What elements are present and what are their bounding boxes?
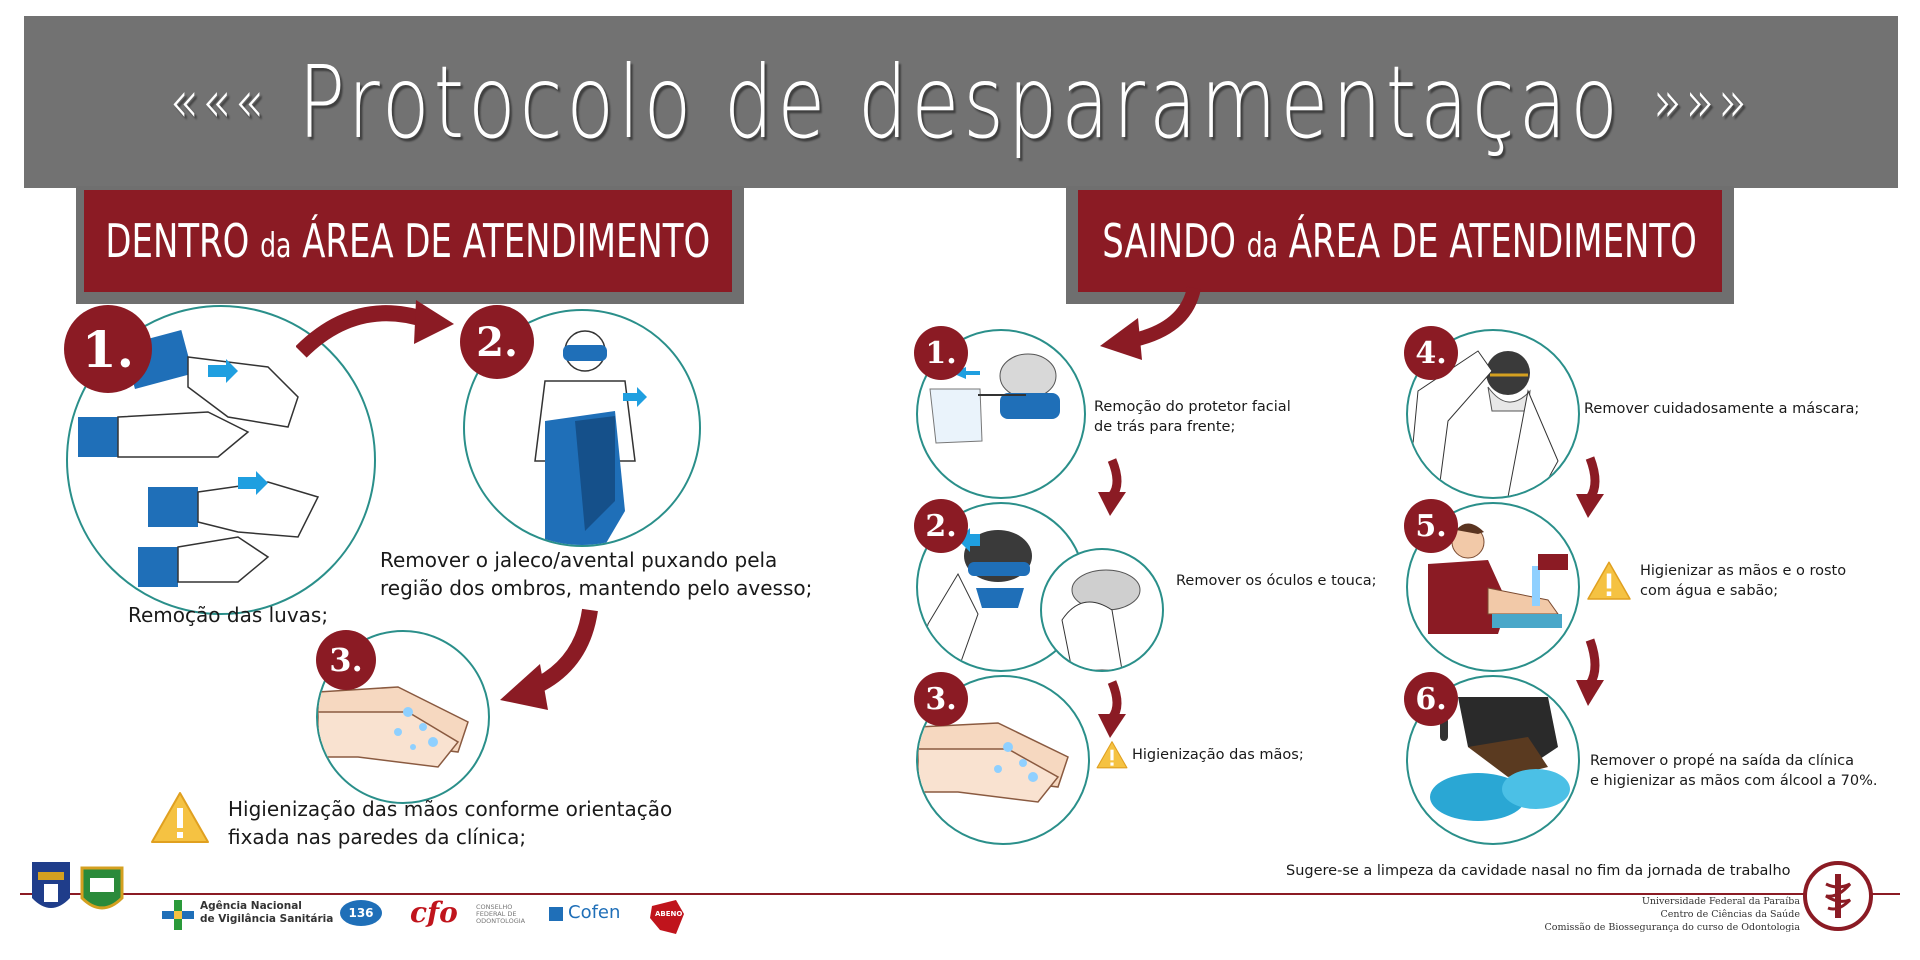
curved-arrow-icon <box>296 292 456 362</box>
anvisa-line2: de Vigilância Sanitária <box>200 913 334 926</box>
rstep3-text: Higienização das mãos; <box>1132 747 1304 763</box>
rstep6-text-line2: e higienizar as mãos com álcool a 70%. <box>1590 773 1878 789</box>
left-section-title-1: DENTRO <box>105 214 261 268</box>
disque-saude-logo: 136 <box>340 900 382 926</box>
rstep1-text-line1: Remoção do protetor facial <box>1094 399 1291 415</box>
step2-text-line1: Remover o jaleco/avental puxando pela <box>380 548 778 572</box>
rstep4-text: Remover cuidadosamente a máscara; <box>1584 401 1860 417</box>
warning-icon <box>1586 560 1632 602</box>
warning-icon <box>150 790 212 846</box>
rstep1-text-line2: de trás para frente; <box>1094 419 1236 435</box>
rstep5-text-line2: com água e sabão; <box>1640 583 1779 599</box>
step1-number-badge: 1. <box>64 305 152 393</box>
rstep5-number-badge: 5. <box>1404 499 1458 553</box>
cofen-logo: Cofen <box>568 902 621 923</box>
step3-text-line1: Higienização das mãos conforme orientação <box>228 797 673 821</box>
right-section-title-3: ÁREA DE ATENDIMENTO <box>1278 214 1698 268</box>
left-section-title-3: ÁREA DE ATENDIMENTO <box>291 214 711 268</box>
institution-text <box>1420 896 1800 934</box>
left-section-title-2: da <box>260 226 292 266</box>
institution-line3: Comissão de Biossegurança do curso de Odontologia <box>1544 921 1800 933</box>
rstep2-text: Remover os óculos e touca; <box>1176 573 1377 589</box>
curved-arrow-icon <box>1570 638 1610 710</box>
ccs-logo <box>78 862 126 918</box>
warning-icon <box>1096 740 1128 770</box>
rstep5-text-line1: Higienizar as mãos e o rosto <box>1640 563 1847 579</box>
step1-text: Remoção das luvas; <box>128 603 329 627</box>
right-section-header <box>1078 190 1722 292</box>
rstep3-number-badge: 3. <box>914 672 968 726</box>
rstep2-cap-circle <box>1040 548 1164 672</box>
cofen-logo-icon <box>548 906 564 922</box>
cfo-subtitle: CONSELHO FEDERAL DE ODONTOLOGIA <box>476 903 526 926</box>
curved-arrow-icon <box>1092 458 1132 518</box>
page-title: Protocolo de desparamentaçao <box>298 43 1622 161</box>
anvisa-logo-icon <box>160 898 196 932</box>
right-section-title-1: SAINDO <box>1102 214 1248 268</box>
step3-number-badge: 3. <box>316 630 376 690</box>
step2-number-badge: 2. <box>460 305 534 379</box>
abeno-logo: ABENO <box>655 910 683 918</box>
ufpb-logo <box>28 858 74 920</box>
footer-divider <box>20 893 1900 895</box>
institution-line2: Centro de Ciências da Saúde <box>1660 908 1800 920</box>
rstep2-number-badge: 2. <box>914 499 968 553</box>
curved-arrow-icon <box>1570 456 1610 522</box>
right-section-title-2: da <box>1247 226 1279 266</box>
right-chevrons: »»» <box>1653 67 1751 137</box>
left-section-header <box>84 190 732 292</box>
anvisa-line1: Agência Nacional <box>200 900 302 912</box>
page-title-row <box>169 16 1751 188</box>
rstep6-number-badge: 6. <box>1404 672 1458 726</box>
cap-illustration <box>1042 550 1162 670</box>
left-chevrons: ««« <box>169 67 267 137</box>
cfo-logo: cfo <box>410 896 458 929</box>
rstep1-number-badge: 1. <box>914 326 968 380</box>
nasal-cleaning-note: Sugere-se a limpeza da cavidade nasal no fim da jornada de trabalho <box>1286 863 1791 879</box>
curved-arrow-icon <box>496 606 600 716</box>
curved-arrow-icon <box>1094 284 1204 364</box>
step2-text-line2: região dos ombros, mantendo pelo avesso; <box>380 576 813 600</box>
institution-line1: Universidade Federal da Paraíba <box>1641 896 1800 907</box>
curved-arrow-icon <box>1092 680 1132 740</box>
rstep6-text-line1: Remover o propé na saída da clínica <box>1590 753 1855 769</box>
anvisa-text <box>200 900 333 926</box>
dentistry-emblem-logo <box>1802 860 1874 932</box>
rstep4-number-badge: 4. <box>1404 326 1458 380</box>
step3-text-line2: fixada nas paredes da clínica; <box>228 825 527 849</box>
